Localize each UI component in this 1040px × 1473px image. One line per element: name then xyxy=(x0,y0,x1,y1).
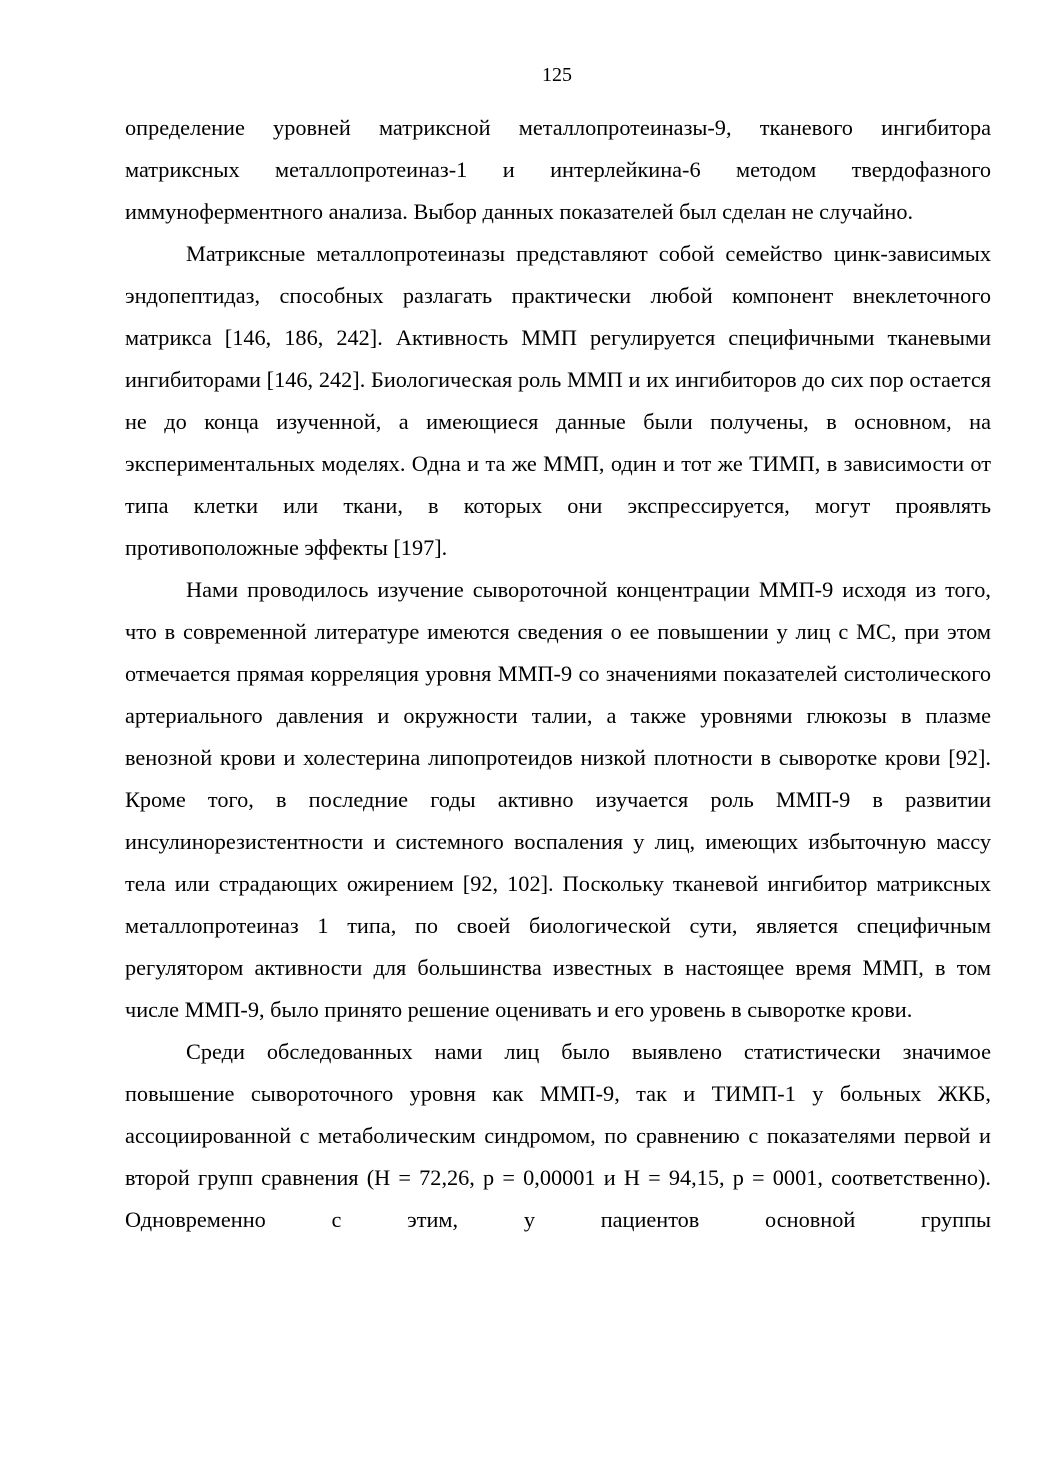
page-number: 125 xyxy=(542,64,572,86)
body-text xyxy=(125,107,991,1241)
paragraph-mmp9-study-rationale: Нами проводилось изучение сывороточной концентрации ММП-9 исходя из того, что в современной литературе имеются сведения о ее повышении у лиц с МС, при этом отмечается прямая корреляция уровня ММП-9 со значениями показателей систолического артериального давления и окружности талии, а также уровнями глюкозы в плазме венозной крови и холестерина липопротеидов низкой плотности в сыворотке крови [92]. Кроме того, в последние годы активно изучается роль ММП-9 в развитии инсулинорезистентности и системного воспаления у лиц, имеющих избыточную массу тела или страдающих ожирением [92, 102]. Поскольку тканевой ингибитор матриксных металлопротеиназ 1 типа, по своей биологической сути, является специфичным регулятором активности для большинства известных в настоящее время ММП, в том числе ММП-9, было принято решение оценивать и его уровень в сыворотке крови. xyxy=(125,577,991,1022)
paragraph-results: Среди обследованных нами лиц было выявлено статистически значимое повышение сывороточного уровня как ММП-9, так и ТИМП-1 у больных ЖКБ, ассоциированной с метаболическим синдромом, по сравнению с показателями первой и второй групп сравнения (Н = 72,26, р = 0,00001 и Н = 94,15, р = 0001, соответственно). Одновременно с этим, у пациентов основной группы xyxy=(125,1039,991,1232)
paragraph-mmp-overview: Матриксные металлопротеиназы представляют собой семейство цинк-зависимых эндопептидаз, способных разлагать практически любой компонент внеклеточного матрикса [146, 186, 242]. Активность ММП регулируется специфичными тканевыми ингибиторами [146, 242]. Биологическая роль ММП и их ингибиторов до сих пор остается не до конца изученной, а имеющиеся данные были получены, в основном, на экспериментальных моделях. Одна и та же ММП, один и тот же ТИМП, в зависимости от типа клетки или ткани, в которых они экспрессируется, могут проявлять противоположные эффекты [197]. xyxy=(125,241,991,560)
paragraph-methods: определение уровней матриксной металлопротеиназы-9, тканевого ингибитора матриксных металлопротеиназ-1 и интерлейкина-6 методом твердофазного иммуноферментного анализа. Выбор данных показателей был сделан не случайно. xyxy=(125,115,991,224)
